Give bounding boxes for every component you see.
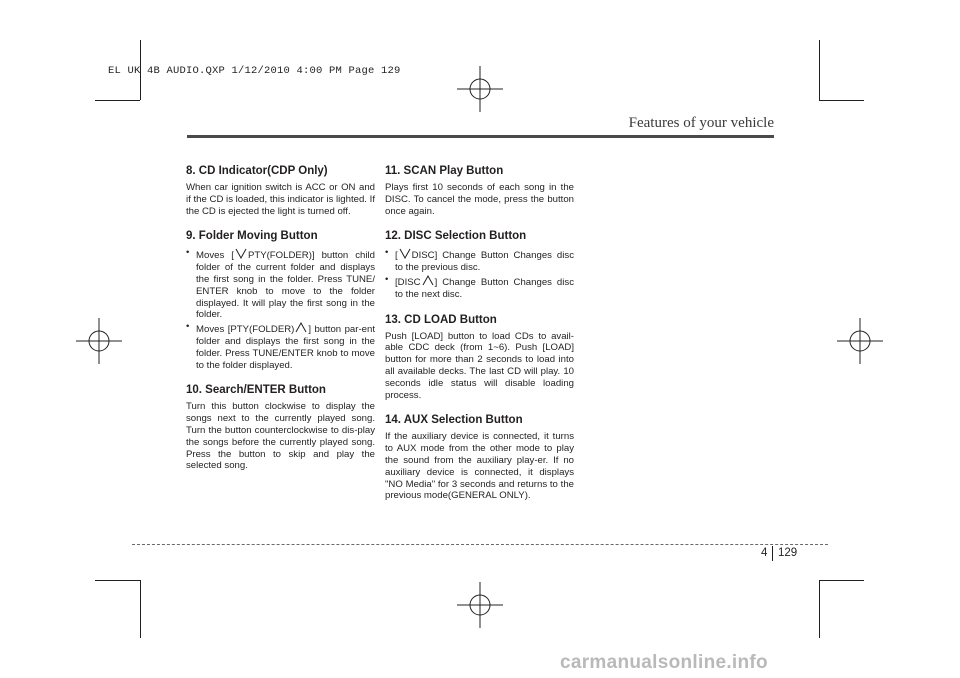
crop-mark [819,100,864,101]
crop-mark [95,100,140,101]
crop-mark [819,40,820,100]
registration-mark-bottom [457,582,503,628]
bullet-text: [DISC [395,276,421,288]
bullet-text: Moves [PTY(FOLDER) [196,324,295,336]
chevron-up-icon [421,274,435,286]
crop-mark [140,580,141,638]
list-item [186,247,375,321]
registration-mark-right [837,318,883,364]
registration-mark-top [457,66,503,112]
section-heading: 8. CD Indicator(CDP Only) [186,165,328,177]
section-body: If the auxiliary device is connected, it turns to AUX mode from the other mode to play the sound from the auxiliary play-er. If no auxiliary device is connected, it displays "NO Media" for 3 seconds and returns to the previous mode(GENERAL ONLY). [385,431,574,502]
right-column [385,164,574,514]
section-body: When car ignition switch is ACC or ON and if the CD is loaded, this indicator is lighted. If the CD is ejected the light is turned off. [186,182,375,217]
bullet-text: ] button par-ent folder and displays the first song in the folder. Press TUNE/ENTER knob to move to the folder displayed. [196,324,375,371]
bullet-text: [ [395,250,398,262]
bullet-text: DISC] Change Button Changes disc to the previous disc. [395,250,574,274]
left-column [186,164,375,484]
section-heading: 13. CD LOAD Button [385,313,497,326]
section-heading: 12. DISC Selection Button [385,230,527,243]
crop-mark [819,580,864,581]
list-item [186,321,375,371]
watermark[interactable]: carmanualsonline.info [560,652,768,673]
list-item [385,247,574,274]
chapter-number: 4 [761,547,768,559]
crop-mark [95,580,140,581]
registration-mark-left [76,318,122,364]
bullet-list [186,247,375,371]
bullet-text: Moves [ [196,250,234,262]
section-heading: 11. SCAN Play Button [385,165,504,177]
bullet-text: PTY(FOLDER)] button child folder of the current folder and displays the first song in the folder. Press TUNE/ ENTER knob to move to the folder displayed. It will play the first song in the folder. [196,250,375,321]
chevron-down-icon [234,247,248,259]
bullet-list [385,247,574,300]
section-body: Plays first 10 seconds of each song in the DISC. To cancel the mode, press the button once again. [385,182,574,217]
chevron-down-icon [398,247,412,259]
section-header-title: Features of your vehicle [628,115,774,131]
header-rule [187,135,774,138]
section-heading: 9. Folder Moving Button [186,230,318,243]
footer-rule [132,544,828,545]
section-heading: 10. Search/ENTER Button [186,384,326,397]
section-heading: 14. AUX Selection Button [385,414,523,427]
bullet-text: ] Change Button Changes disc to the next disc. [395,276,574,300]
list-item [385,274,574,301]
section-body: Turn this button clockwise to display the songs next to the currently played song. Turn the button counterclockwise to dis-play the songs before the currently played song. Press the button to skip and play the selected song. [186,401,375,472]
page-number-divider [772,546,773,561]
crop-mark [819,580,820,638]
page-number: 129 [778,547,798,559]
section-body: Push [LOAD] button to load CDs to avail-able CDC deck (from 1~6). Push [LOAD] button for more than 2 seconds to load into all available decks. The last CD will play. 10 seconds idle status will disable loading process. [385,330,574,401]
chevron-up-icon [294,321,308,333]
print-slug: EL UK 4B AUDIO.QXP 1/12/2010 4:00 PM Page 129 [108,65,401,77]
